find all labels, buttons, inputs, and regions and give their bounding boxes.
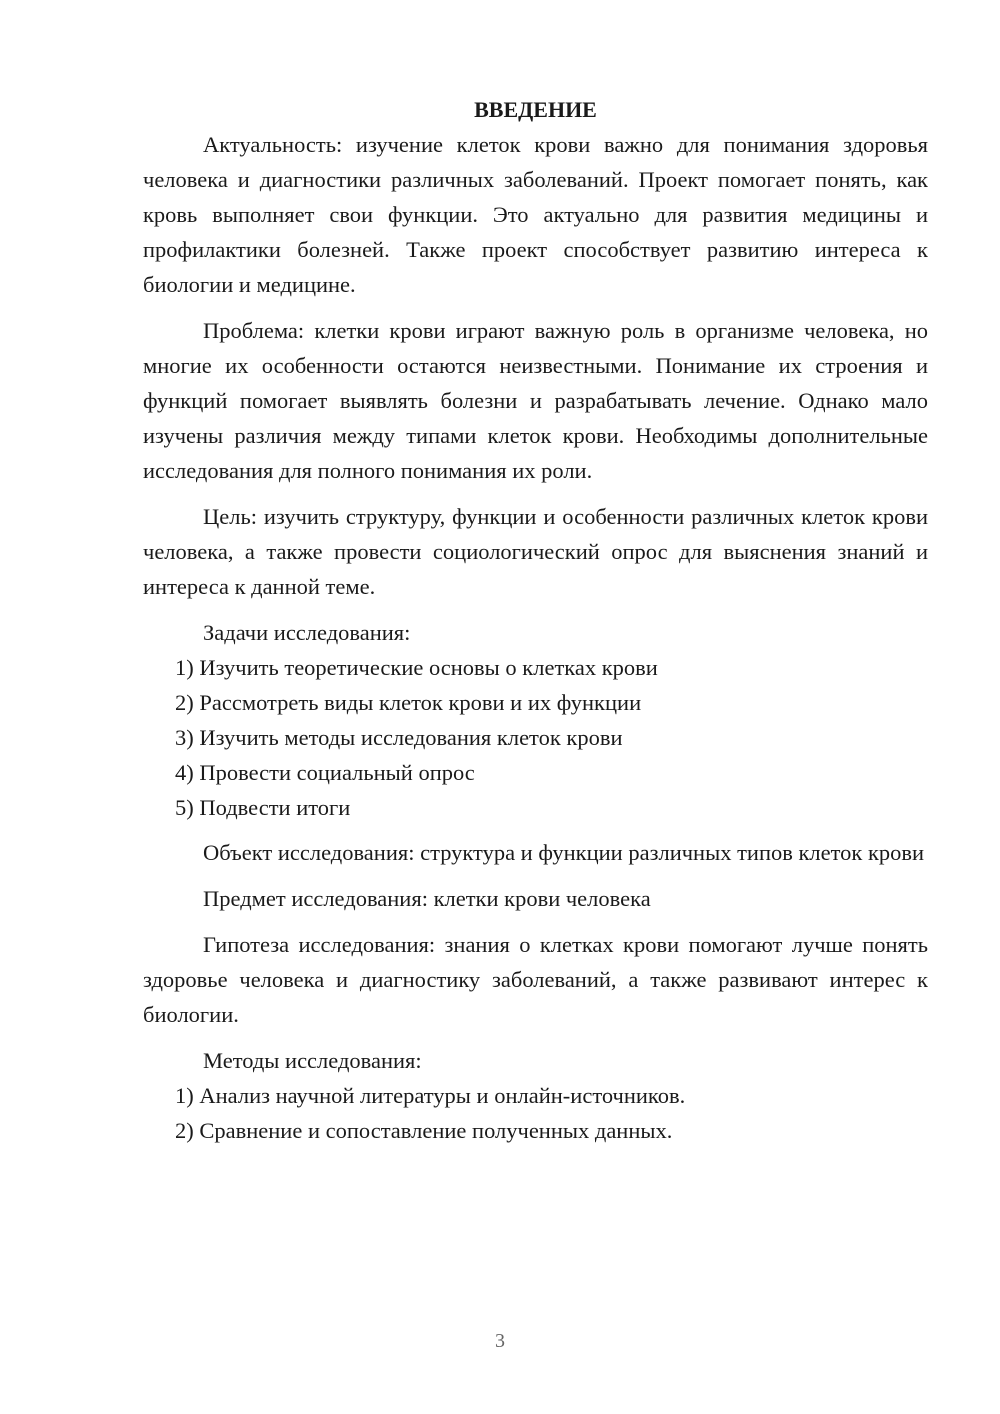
task-item-5: 5) Подвести итоги (175, 795, 351, 820)
document-body (143, 92, 928, 1148)
method-item-2: 2) Сравнение и сопоставление полученных данных. (175, 1118, 673, 1143)
method-item-1: 1) Анализ научной литературы и онлайн-источников. (175, 1083, 686, 1108)
task-item-1: 1) Изучить теоретические основы о клетках крови (175, 655, 658, 680)
methods-list (143, 1078, 928, 1148)
tasks-list (143, 650, 928, 825)
object-paragraph: Объект исследования: структура и функции различных типов клеток крови (203, 840, 925, 865)
methods-heading: Методы исследования: (203, 1048, 422, 1073)
relevance-paragraph: Актуальность: изучение клеток крови важно для понимания здоровья человека и диагностики различных заболеваний. Проект помогает понять, как кровь выполняет свои функции. Это актуально для развития медицины и профилактики болезней. Также проект способствует развитию интереса к биологии и медицине. (143, 132, 928, 297)
tasks-heading: Задачи исследования: (203, 620, 411, 645)
task-item-2: 2) Рассмотреть виды клеток крови и их функции (175, 690, 642, 715)
problem-paragraph: Проблема: клетки крови играют важную роль в организме человека, но многие их особенности остаются неизвестными. Понимание их строения и функций помогает выявлять болезни и разрабатывать лечение. Однако мало изучены различия между типами клеток крови. Необходимы дополнительные исследования для полного понимания их роли. (143, 318, 928, 483)
subject-paragraph: Предмет исследования: клетки крови человека (203, 886, 651, 911)
section-title: ВВЕДЕНИЕ (474, 97, 597, 122)
task-item-3: 3) Изучить методы исследования клеток крови (175, 725, 623, 750)
goal-paragraph: Цель: изучить структуру, функции и особенности различных клеток крови человека, а также провести социологический опрос для выяснения знаний и интереса к данной теме. (143, 504, 928, 599)
page-number: 3 (495, 1330, 505, 1352)
task-item-4: 4) Провести социальный опрос (175, 760, 475, 785)
hypothesis-paragraph: Гипотеза исследования: знания о клетках крови помогают лучше понять здоровье человека и диагностику заболеваний, а также развивают интерес к биологии. (143, 932, 928, 1027)
